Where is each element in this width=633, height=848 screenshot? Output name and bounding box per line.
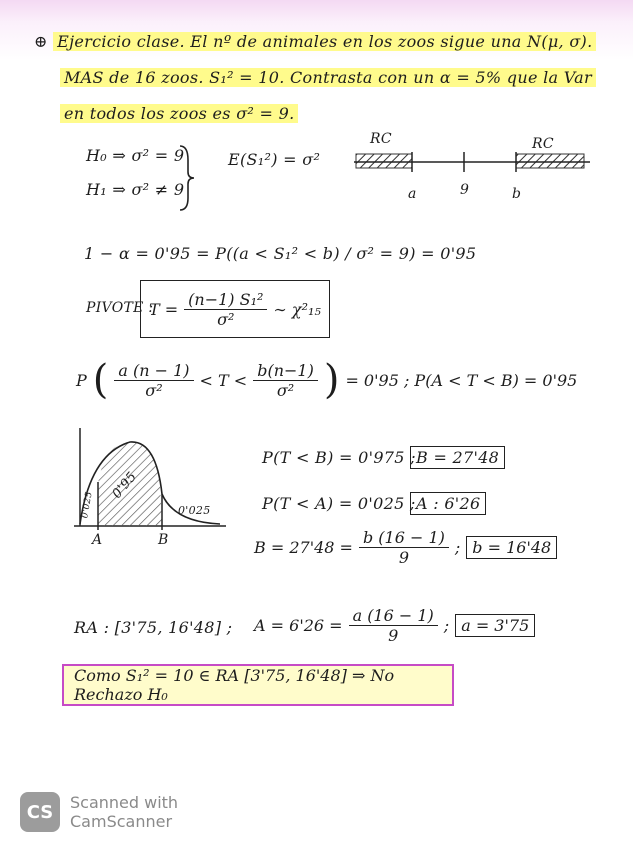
- watermark-text: [70, 793, 178, 831]
- right-paren: ): [323, 357, 340, 403]
- curve-axis-b: B: [158, 532, 169, 548]
- a-eq-separator: ;: [443, 616, 450, 635]
- a-value-box: A : 6'26: [410, 492, 486, 515]
- b-equation: [254, 528, 557, 567]
- exercise-text-2: MAS de 16 zoos. S₁² = 10. Contrasta con un α = 5% que la Var: [60, 68, 596, 87]
- curve-left-tail-label: 0'025: [80, 490, 95, 520]
- hypothesis-h0: H₀ ⇒ σ² = 9: [86, 146, 185, 165]
- b-eq-separator: ;: [454, 538, 461, 557]
- rc-right-hatch: [516, 154, 584, 168]
- curve-axis-a: A: [92, 532, 103, 548]
- hypothesis-brace: [176, 142, 196, 214]
- pivote-box: [140, 280, 330, 338]
- interval-left-den: σ²: [145, 380, 163, 400]
- b-eq-numerator: b (16 − 1): [359, 528, 449, 548]
- acceptance-region: RA : [3'75, 16'48] ;: [74, 618, 233, 637]
- curve-right-tail-label: 0'025: [178, 504, 211, 517]
- conclusion-text: Como S₁² = 10 ∈ RA [3'75, 16'48] ⇒ No Rechazo H₀: [74, 666, 395, 704]
- interval-right-num: b(n−1): [253, 361, 318, 381]
- a-eq-lhs: A = 6'26 =: [254, 616, 343, 635]
- interval-left-num: a (n − 1): [114, 361, 193, 381]
- b-value-box: B = 27'48: [410, 446, 505, 469]
- rc-right-label: RC: [532, 136, 554, 152]
- interval-right-den: σ²: [276, 380, 295, 400]
- pivote-label: PIVOTE :: [86, 300, 154, 316]
- prob-t-less-b: P(T < B) = 0'975 ;: [262, 448, 416, 467]
- b-eq-fraction: [359, 528, 449, 567]
- rejection-region-diagram: [354, 148, 594, 188]
- exercise-text-1: Ejercicio clase. El nº de animales en los zoos sigue una N(μ, σ).: [53, 32, 596, 51]
- rc-left-label: RC: [370, 131, 392, 147]
- camscanner-watermark: [20, 792, 178, 832]
- hypothesis-h1: H₁ ⇒ σ² ≠ 9: [86, 180, 185, 199]
- chi-square-curve-sketch: [70, 424, 230, 544]
- pivote-lhs: T =: [149, 299, 179, 319]
- pivote-fraction: [184, 290, 267, 329]
- pivote-distribution: ∼ χ²₁₅: [273, 299, 321, 319]
- probability-equation: 1 − α = 0'95 = P((a < S₁² < b) / σ² = 9) = 0'95: [84, 244, 477, 263]
- bullet-marker: ⊕: [34, 32, 48, 51]
- prob-t-less-a: P(T < A) = 0'025 ;: [262, 494, 416, 513]
- interval-right-fraction: [253, 361, 318, 400]
- pivote-denominator: σ²: [217, 309, 235, 329]
- a-equation: [254, 606, 535, 645]
- b-eq-denominator: 9: [398, 548, 410, 567]
- left-paren: (: [92, 357, 109, 403]
- tick-b-label: b: [512, 186, 522, 202]
- exercise-line-2: [60, 68, 596, 87]
- rc-left-hatch: [356, 154, 412, 168]
- estimator-formula: E(S₁²) = σ²: [228, 150, 321, 169]
- b-eq-lhs: B = 27'48 =: [254, 538, 353, 557]
- interval-tail: = 0'95 ; P(A < T < B) = 0'95: [345, 370, 578, 390]
- camscanner-logo-icon: CS: [20, 792, 60, 832]
- tick-a-label: a: [408, 186, 417, 202]
- exercise-line-1: [34, 32, 596, 51]
- b-result-box: b = 16'48: [466, 536, 557, 559]
- watermark-line-1: Scanned with: [70, 793, 179, 812]
- pivote-numerator: (n−1) S₁²: [184, 290, 267, 310]
- tick-mid-label: 9: [460, 182, 470, 198]
- exercise-line-3: [60, 104, 298, 123]
- conclusion-box: [62, 664, 454, 706]
- curve-center-label: 0'95: [109, 469, 141, 502]
- interval-left-fraction: [114, 361, 193, 400]
- watermark-line-2: CamScanner: [70, 812, 173, 831]
- a-eq-denominator: 9: [388, 626, 399, 645]
- a-result-box: a = 3'75: [455, 614, 535, 637]
- a-eq-numerator: a (16 − 1): [349, 606, 438, 626]
- interval-p: P: [76, 370, 87, 390]
- exercise-text-3: en todos los zoos es σ² = 9.: [60, 104, 298, 123]
- interval-equation: [76, 357, 578, 403]
- interval-middle: < T <: [199, 370, 248, 390]
- a-eq-fraction: [349, 606, 438, 645]
